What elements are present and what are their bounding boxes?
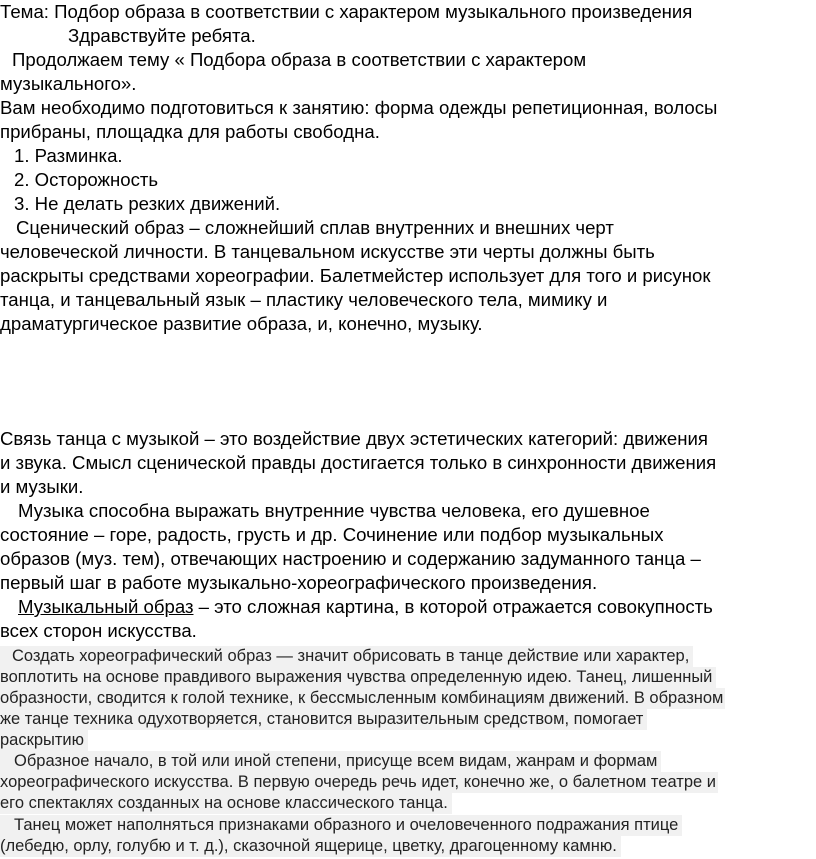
p1-line-4: танца, и танцевальный язык – пластику человеческого тела, мимику и <box>0 289 608 310</box>
prep-line-2: прибраны, площадка для работы свободна. <box>0 121 380 142</box>
p1-line-2: человеческой личности. В танцевальном искусстве эти черты должны быть <box>0 241 655 262</box>
intro-line-1: Продолжаем тему « Подбора образа в соответствии с характером <box>12 49 587 70</box>
quote1-line-4: же танце техника одухотворяется, становится выразительным средством, помогает <box>0 709 647 730</box>
p3-line-2: состояние – горе, радость, грусть и др. Сочинение или подбор музыкальных <box>0 524 664 545</box>
p2-line-3: и музыки. <box>0 476 84 497</box>
greeting: Здравствуйте ребята. <box>68 25 256 46</box>
rule-item-1: 1. Разминка. <box>14 145 123 166</box>
quote2-line-1: Образное начало, в той или иной степени, присуще всем видам, жанрам и формам <box>0 751 661 772</box>
p1-line-5: драматургическое развитие образа, и, конечно, музыку. <box>0 313 483 334</box>
p3-line-1: Музыка способна выражать внутренние чувства человека, его душевное <box>18 500 650 521</box>
music-image-term: Музыкальный образ <box>18 596 194 617</box>
quote3-line-1: Танец может наполняться признаками образного и очеловеченного подражания птице <box>0 815 682 836</box>
document-title: Тема: Подбор образа в соответствии с характером музыкального произведения <box>0 1 693 22</box>
rule-item-3: 3. Не делать резких движений. <box>14 193 281 214</box>
quote1-line-1: Создать хореографический образ — значит обрисовать в танце действие или характер, <box>0 646 693 667</box>
p4-line-1-rest: – это сложная картина, в которой отражается совокупность <box>193 596 713 617</box>
p1-line-3: раскрыты средствами хореографии. Балетмейстер использует для того и рисунок <box>0 265 711 286</box>
p2-line-1: Связь танца с музыкой – это воздействие двух эстетических категорий: движения <box>0 428 708 449</box>
prep-line-1: Вам необходимо подготовиться к занятию: форма одежды репетиционная, волосы <box>0 97 718 118</box>
p2-line-2: и звука. Смысл сценической правды достигается только в синхронности движения <box>0 452 717 473</box>
quote2-line-3: его спектаклях созданных на основе классического танца. <box>0 793 452 814</box>
intro-line-2: музыкального». <box>0 73 137 94</box>
quote2-line-2: хореографического искусства. В первую очередь речь идет, конечно же, о балетном театре и <box>0 773 716 791</box>
rule-item-2: 2. Осторожность <box>14 169 159 190</box>
p3-line-4: первый шаг в работе музыкально-хореографического произведения. <box>0 572 598 593</box>
quote1-line-2: воплотить на основе правдивого выражения чувства определенную идею. Танец, лишенный <box>0 667 716 688</box>
quote1-line-3: образности, сводится к голой технике, к бессмысленным комбинациям движений. В образном <box>0 689 724 707</box>
p4-line-1 <box>18 595 713 619</box>
p1-line-1: Сценический образ – сложнейший сплав внутренних и внешних черт <box>16 217 614 238</box>
quote3-line-2: (лебедю, орлу, голубю и т. д.), сказочной ящерице, цветку, драгоценному камню. <box>0 836 621 857</box>
quote1-line-5: раскрытию <box>0 730 88 751</box>
p4-line-2: всех сторон искусства. <box>0 620 197 641</box>
p3-line-3: образов (муз. тем), отвечающих настроению и содержанию задуманного танца – <box>0 548 701 569</box>
